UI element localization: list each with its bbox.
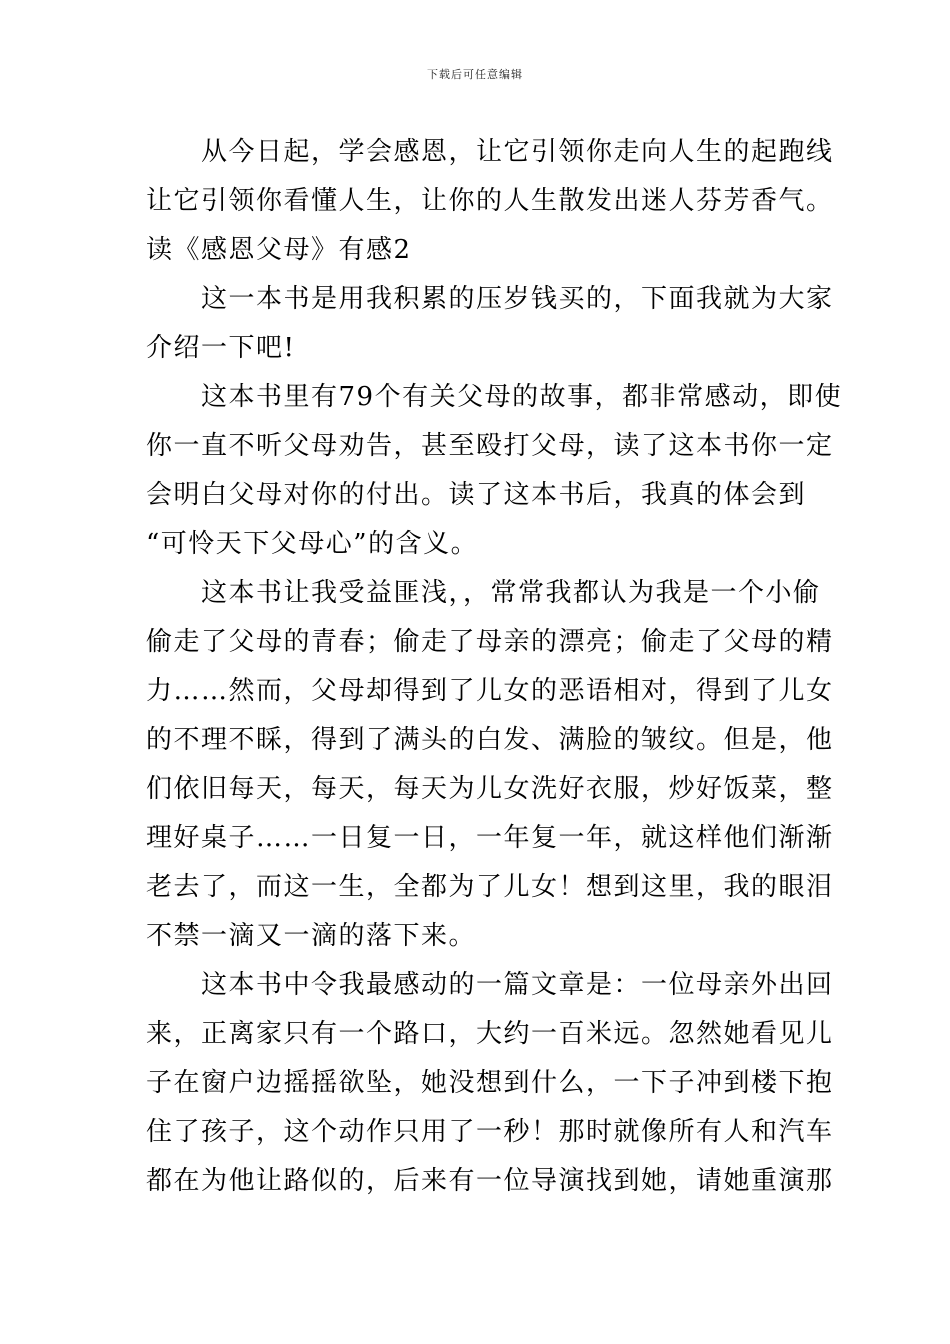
section-heading: 读《感恩父母》有感2 bbox=[146, 235, 412, 265]
text-line: 介绍一下吧! bbox=[146, 333, 296, 363]
text-line: 理好桌子……一日复一日，一年复一年，就这样他们渐渐 bbox=[146, 823, 834, 853]
text-line: 你一直不听父母劝告，甚至殴打父母，读了这本书你一定 bbox=[146, 431, 834, 461]
text-line: 来，正离家只有一个路口，大约一百米远。忽然她看见儿 bbox=[146, 1019, 834, 1049]
document-body bbox=[146, 128, 843, 1206]
page-header-note: 下载后可任意编辑 bbox=[427, 68, 523, 81]
text-line: 都在为他让路似的，后来有一位导演找到她，请她重演那 bbox=[146, 1166, 834, 1196]
text-line: 这一本书是用我积累的压岁钱买的，下面我就为大家 bbox=[146, 284, 834, 314]
text-line: 的不理不睬，得到了满头的白发、满脸的皱纹。但是，他 bbox=[146, 725, 834, 755]
text-line: 子在窗户边摇摇欲坠，她没想到什么，一下子冲到楼下抱 bbox=[146, 1068, 834, 1098]
text-line: 让它引领你看懂人生，让你的人生散发出迷人芬芳香气。 bbox=[146, 186, 834, 216]
text-line: 这本书让我受益匪浅，，常常我都认为我是一个小偷 bbox=[146, 578, 821, 608]
text-line: 这本书里有79个有关父母的故事，都非常感动，即使 bbox=[146, 382, 843, 412]
text-line: 力……然而，父母却得到了儿女的恶语相对，得到了儿女 bbox=[146, 676, 834, 706]
text-line: 住了孩子，这个动作只用了一秒！那时就像所有人和汽车 bbox=[146, 1117, 834, 1147]
text-line: “可怜天下父母心”的含义。 bbox=[146, 529, 479, 559]
text-line: 会明白父母对你的付出。读了这本书后，我真的体会到 bbox=[146, 480, 807, 510]
text-line: 这本书中令我最感动的一篇文章是：一位母亲外出回 bbox=[146, 970, 834, 1000]
text-line: 偷走了父母的青春；偷走了母亲的漂亮；偷走了父母的精 bbox=[146, 627, 834, 657]
text-line: 从今日起，学会感恩，让它引领你走向人生的起跑线 bbox=[146, 137, 834, 167]
text-line: 老去了，而这一生，全都为了儿女！想到这里，我的眼泪 bbox=[146, 872, 834, 902]
text-line: 们依旧每天，每天，每天为儿女洗好衣服，炒好饭菜，整 bbox=[146, 774, 834, 804]
text-line: 不禁一滴又一滴的落下来。 bbox=[146, 921, 477, 951]
